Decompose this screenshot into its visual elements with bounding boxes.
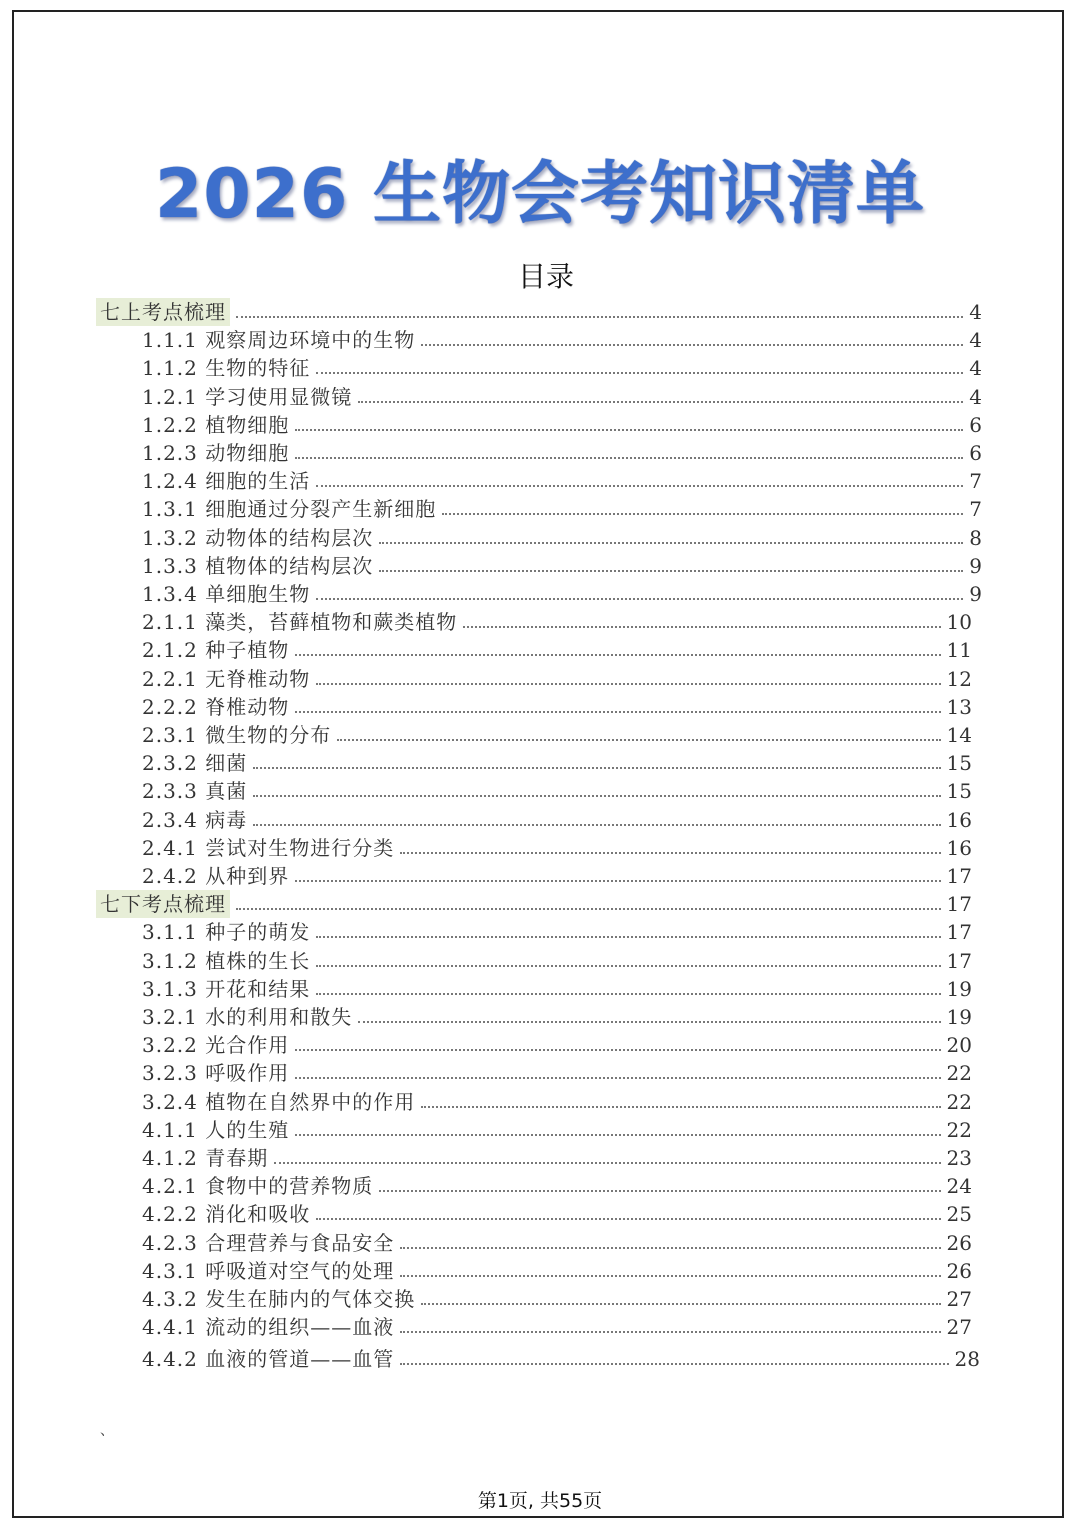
toc-entry[interactable] [142, 862, 972, 890]
toc-entry[interactable] [142, 665, 972, 693]
toc-entry-label: 2.1.2 种子植物 [142, 638, 290, 663]
dot-leader [295, 1134, 940, 1136]
toc-entry[interactable] [142, 975, 972, 1003]
dot-leader [236, 316, 963, 318]
toc-heading: 目录 [517, 260, 574, 293]
toc-entry-page-number: 7 [969, 469, 982, 494]
toc-entry-page-number: 4 [969, 328, 982, 353]
toc-entry-label: 七下考点梳理 [96, 890, 230, 918]
toc-entry-label: 4.3.2 发生在肺内的气体交换 [142, 1287, 416, 1311]
toc-entry[interactable] [142, 552, 982, 580]
toc-entry[interactable] [142, 1285, 972, 1313]
toc-entry-page-number: 6 [969, 441, 982, 465]
toc-entry-label: 2.2.2 脊椎动物 [142, 694, 290, 719]
toc-entry-page-number: 24 [946, 1174, 972, 1199]
toc-entry[interactable] [142, 777, 972, 805]
toc-entry[interactable] [142, 495, 982, 523]
toc-entry-label: 4.4.2 血液的管道——血管 [142, 1347, 395, 1372]
toc-entry-label: 4.1.2 青春期 [142, 1146, 269, 1170]
toc-entry-page-number: 6 [969, 412, 982, 437]
toc-entry-label: 3.2.4 植物在自然界中的作用 [142, 1089, 416, 1114]
dot-leader [295, 457, 963, 459]
toc-entry-label: 2.3.3 真菌 [142, 779, 248, 804]
toc-entry-label: 3.1.2 植株的生长 [142, 948, 311, 973]
dot-leader [337, 739, 940, 741]
dot-leader [253, 824, 940, 826]
toc-entry[interactable] [142, 1059, 972, 1087]
dot-leader [295, 1049, 940, 1051]
dot-leader [379, 570, 963, 572]
dot-leader [421, 1303, 940, 1305]
toc-entry-page-number: 4 [969, 384, 982, 409]
toc-section-entry[interactable] [96, 298, 982, 326]
toc-entry-label: 4.2.1 食物中的营养物质 [142, 1174, 374, 1199]
toc-entry-label: 3.2.3 呼吸作用 [142, 1061, 290, 1086]
toc-entry[interactable] [142, 580, 982, 608]
toc-entry-page-number: 17 [946, 864, 972, 888]
toc-entry-label: 1.3.4 单细胞生物 [142, 582, 311, 606]
toc-entry-label: 2.1.1 藻类，苔藓植物和蕨类植物 [142, 610, 458, 635]
toc-entry-page-number: 17 [946, 948, 972, 973]
toc-entry-page-number: 27 [946, 1287, 972, 1311]
toc-entry-label: 4.2.2 消化和吸收 [142, 1202, 311, 1227]
toc-entry[interactable] [142, 721, 972, 749]
toc-entry[interactable] [142, 524, 982, 552]
dot-leader [253, 795, 940, 797]
toc-entry[interactable] [142, 1345, 980, 1373]
dot-leader [421, 344, 963, 346]
toc-entry-label: 1.3.1 细胞通过分裂产生新细胞 [142, 497, 437, 522]
dot-leader [463, 626, 940, 628]
dot-leader [253, 767, 940, 769]
toc-entry[interactable] [142, 1200, 972, 1228]
toc-entry-label: 1.2.4 细胞的生活 [142, 469, 311, 494]
toc-entry-page-number: 13 [946, 694, 972, 719]
toc-entry-label: 2.3.2 细菌 [142, 751, 248, 776]
toc-entry[interactable] [142, 467, 982, 495]
toc-entry-page-number: 8 [969, 525, 982, 550]
toc-entry[interactable] [142, 1257, 972, 1285]
dot-leader [295, 880, 940, 882]
dot-leader [400, 1331, 940, 1333]
toc-entry-page-number: 19 [946, 976, 972, 1001]
dot-leader [316, 485, 963, 487]
dot-leader [274, 1162, 940, 1164]
toc-entry-page-number: 10 [946, 610, 972, 635]
document-title: 2026 生物会考知识清单 [155, 155, 925, 234]
toc-entry-page-number: 12 [946, 666, 972, 691]
toc-entry-label: 2.3.4 病毒 [142, 807, 248, 832]
toc-entry-page-number: 7 [969, 497, 982, 522]
toc-entry-label: 2.4.2 从种到界 [142, 864, 290, 888]
toc-entry[interactable] [142, 439, 982, 467]
toc-entry-page-number: 4 [969, 356, 982, 381]
toc-entry-label: 1.2.1 学习使用显微镜 [142, 384, 353, 409]
toc-entry[interactable] [142, 1313, 972, 1341]
toc-entry-page-number: 15 [946, 751, 972, 776]
dot-leader [400, 1275, 940, 1277]
dot-leader [400, 1363, 948, 1365]
toc-entry-label: 1.1.2 生物的特征 [142, 356, 311, 381]
toc-entry-page-number: 26 [946, 1230, 972, 1255]
dot-leader [295, 1077, 940, 1079]
dot-leader [316, 993, 940, 995]
toc-entry-label: 3.2.2 光合作用 [142, 1033, 290, 1058]
dot-leader [421, 1106, 940, 1108]
toc-entry-page-number: 22 [946, 1061, 972, 1086]
dot-leader [316, 1218, 940, 1220]
toc-entry[interactable] [142, 834, 972, 862]
toc-entry-label: 1.1.1 观察周边环境中的生物 [142, 328, 416, 353]
toc-entry-page-number: 16 [946, 807, 972, 832]
toc-entry-page-number: 14 [946, 723, 972, 747]
toc-entry-label: 1.2.2 植物细胞 [142, 412, 290, 437]
toc-entry-page-number: 22 [946, 1089, 972, 1114]
toc-entry-page-number: 20 [946, 1033, 972, 1058]
toc-entry-label: 3.1.1 种子的萌发 [142, 920, 311, 945]
toc-entry[interactable] [142, 383, 982, 411]
dot-leader [358, 401, 963, 403]
toc-entry-page-number: 17 [946, 892, 972, 917]
dot-leader [379, 1190, 940, 1192]
toc-entry-label: 1.3.2 动物体的结构层次 [142, 525, 374, 550]
dot-leader [295, 654, 940, 656]
toc-entry-page-number: 9 [969, 582, 982, 606]
dot-leader [316, 965, 940, 967]
toc-entry-page-number: 11 [946, 638, 972, 663]
toc-entry-label: 七上考点梳理 [96, 298, 230, 326]
toc-entry[interactable] [142, 636, 972, 664]
toc-entry[interactable] [142, 608, 972, 636]
dot-leader [400, 1247, 940, 1249]
toc-entry-label: 4.4.1 流动的组织——血液 [142, 1315, 395, 1340]
page-footer: 第1页, 共55页 [477, 1490, 603, 1512]
toc-entry-page-number: 17 [946, 920, 972, 945]
toc-entry-page-number: 22 [946, 1117, 972, 1142]
toc-entry-label: 4.1.1 人的生殖 [142, 1117, 290, 1142]
toc-entry-page-number: 19 [946, 1005, 972, 1029]
toc-entry-label: 3.2.1 水的利用和散失 [142, 1005, 353, 1029]
toc-entry-page-number: 27 [946, 1315, 972, 1340]
toc-entry-label: 2.4.1 尝试对生物进行分类 [142, 835, 395, 860]
toc-entry[interactable] [142, 1172, 972, 1200]
toc-entry-page-number: 26 [946, 1258, 972, 1283]
toc-section-entry[interactable] [96, 890, 972, 918]
toc-entry[interactable] [142, 749, 972, 777]
dot-leader [295, 711, 940, 713]
toc-entry[interactable] [142, 1088, 972, 1116]
dot-leader [379, 542, 963, 544]
dot-leader [316, 936, 940, 938]
toc-entry[interactable] [142, 806, 972, 834]
dot-leader [358, 1021, 940, 1023]
toc-entry-page-number: 15 [946, 779, 972, 804]
toc-entry[interactable] [142, 1116, 972, 1144]
toc-entry[interactable] [142, 1031, 972, 1059]
toc-entry-label: 1.3.3 植物体的结构层次 [142, 553, 374, 578]
toc-entry-page-number: 25 [946, 1202, 972, 1227]
toc-entry[interactable] [142, 326, 982, 354]
toc-entry-label: 2.2.1 无脊椎动物 [142, 666, 311, 691]
toc-entry[interactable] [142, 947, 972, 975]
toc-entry-label: 1.2.3 动物细胞 [142, 441, 290, 465]
dot-leader [442, 513, 963, 515]
toc-entry[interactable] [142, 918, 972, 946]
toc-entry[interactable] [142, 693, 972, 721]
dot-leader [400, 852, 940, 854]
toc-entry-label: 4.3.1 呼吸道对空气的处理 [142, 1258, 395, 1283]
stray-mark: 、 [100, 1423, 114, 1439]
toc-entry-label: 4.2.3 合理营养与食品安全 [142, 1230, 395, 1255]
toc-entry-page-number: 9 [969, 553, 982, 578]
dot-leader [316, 372, 963, 374]
toc-entry[interactable] [142, 411, 982, 439]
toc-entry[interactable] [142, 1229, 972, 1257]
dot-leader [316, 683, 940, 685]
dot-leader [236, 908, 941, 910]
dot-leader [295, 429, 963, 431]
dot-leader [316, 598, 963, 600]
toc-entry-page-number: 4 [969, 300, 982, 324]
toc-entry-page-number: 28 [954, 1347, 980, 1372]
toc-entry[interactable] [142, 1144, 972, 1172]
toc-entry[interactable] [142, 1003, 972, 1031]
toc-entry-label: 3.1.3 开花和结果 [142, 976, 311, 1001]
toc-entry-page-number: 16 [946, 835, 972, 860]
toc-entry[interactable] [142, 354, 982, 382]
toc-entry-label: 2.3.1 微生物的分布 [142, 723, 332, 747]
toc-entry-page-number: 23 [946, 1146, 972, 1170]
